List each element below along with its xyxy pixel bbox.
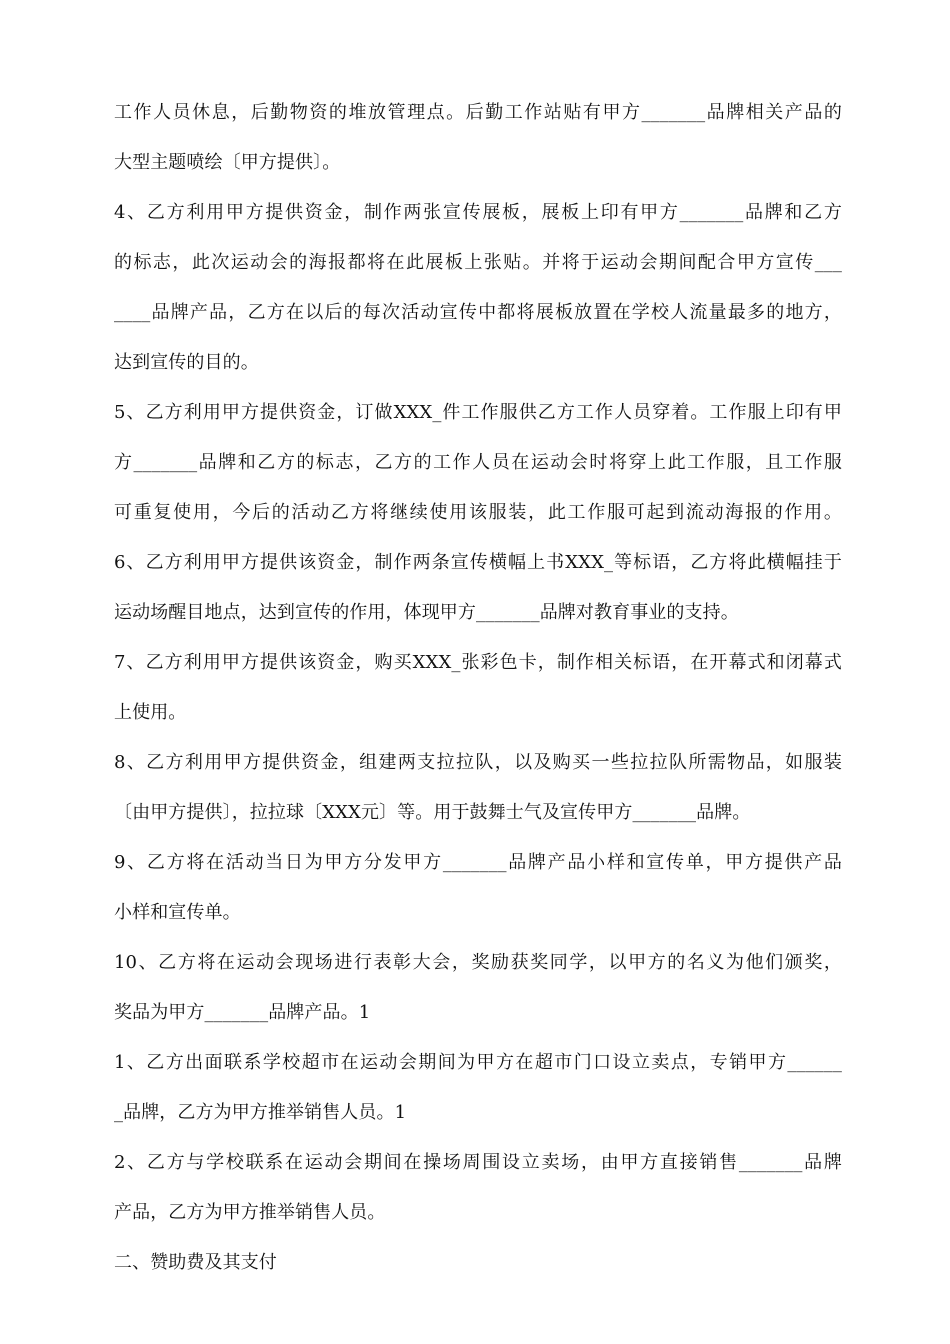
text-line: 10、乙方将在运动会现场进行表彰大会，奖励获奖同学，以甲方的名义为他们颁奖， <box>114 952 842 973</box>
section-heading: 二、赞助费及其支付 <box>114 1252 277 1273</box>
text-line: 5、乙方利用甲方提供资金，订做XXX_件工作服供乙方工作人员穿着。工作服上印有甲 <box>114 402 842 423</box>
text-line: 运动场醒目地点，达到宣传的作用，体现甲方_______品牌对教育事业的支持。 <box>114 602 739 623</box>
text-line: 1、乙方出面联系学校超市在运动会期间为甲方在超市门口设立卖点，专销甲方______ <box>114 1052 842 1073</box>
text-line: 达到宣传的目的。 <box>114 352 259 373</box>
text-line: 可重复使用，今后的活动乙方将继续使用该服装，此工作服可起到流动海报的作用。 <box>114 502 842 523</box>
text-line: 7、乙方利用甲方提供该资金，购买XXX_张彩色卡，制作相关标语，在开幕式和闭幕式 <box>114 652 842 673</box>
text-line: 9、乙方将在活动当日为甲方分发甲方_______品牌产品小样和宣传单，甲方提供产品 <box>114 852 842 873</box>
text-line: ____品牌产品，乙方在以后的每次活动宣传中都将展板放置在学校人流量最多的地方， <box>114 302 842 323</box>
text-line: 的标志，此次运动会的海报都将在此展板上张贴。并将于运动会期间配合甲方宣传___ <box>114 252 842 273</box>
text-line: _品牌，乙方为甲方推举销售人员。1 <box>114 1102 407 1123</box>
text-line: 6、乙方利用甲方提供该资金，制作两条宣传横幅上书XXX_等标语，乙方将此横幅挂于 <box>114 552 842 573</box>
text-line: 产品，乙方为甲方推举销售人员。 <box>114 1202 386 1223</box>
text-line: 8、乙方利用甲方提供资金，组建两支拉拉队，以及购买一些拉拉队所需物品，如服装 <box>114 752 842 773</box>
text-line: 上使用。 <box>114 702 187 723</box>
text-line: 小样和宣传单。 <box>114 902 241 923</box>
text-line: 奖品为甲方_______品牌产品。1 <box>114 1002 371 1023</box>
text-line: 〔由甲方提供〕，拉拉球〔XXX元〕等。用于鼓舞士气及宣传甲方_______品牌。 <box>114 802 751 823</box>
text-line: 方_______品牌和乙方的标志，乙方的工作人员在运动会时将穿上此工作服，且工作服 <box>114 452 842 473</box>
document-body <box>114 95 842 1295</box>
text-line: 大型主题喷绘〔甲方提供〕。 <box>114 152 341 173</box>
text-line: 4、乙方利用甲方提供资金，制作两张宣传展板，展板上印有甲方_______品牌和乙方 <box>114 202 842 223</box>
text-line: 2、乙方与学校联系在运动会期间在操场周围设立卖场，由甲方直接销售_______品牌 <box>114 1152 842 1173</box>
text-line: 工作人员休息，后勤物资的堆放管理点。后勤工作站贴有甲方_______品牌相关产品的 <box>114 102 842 123</box>
